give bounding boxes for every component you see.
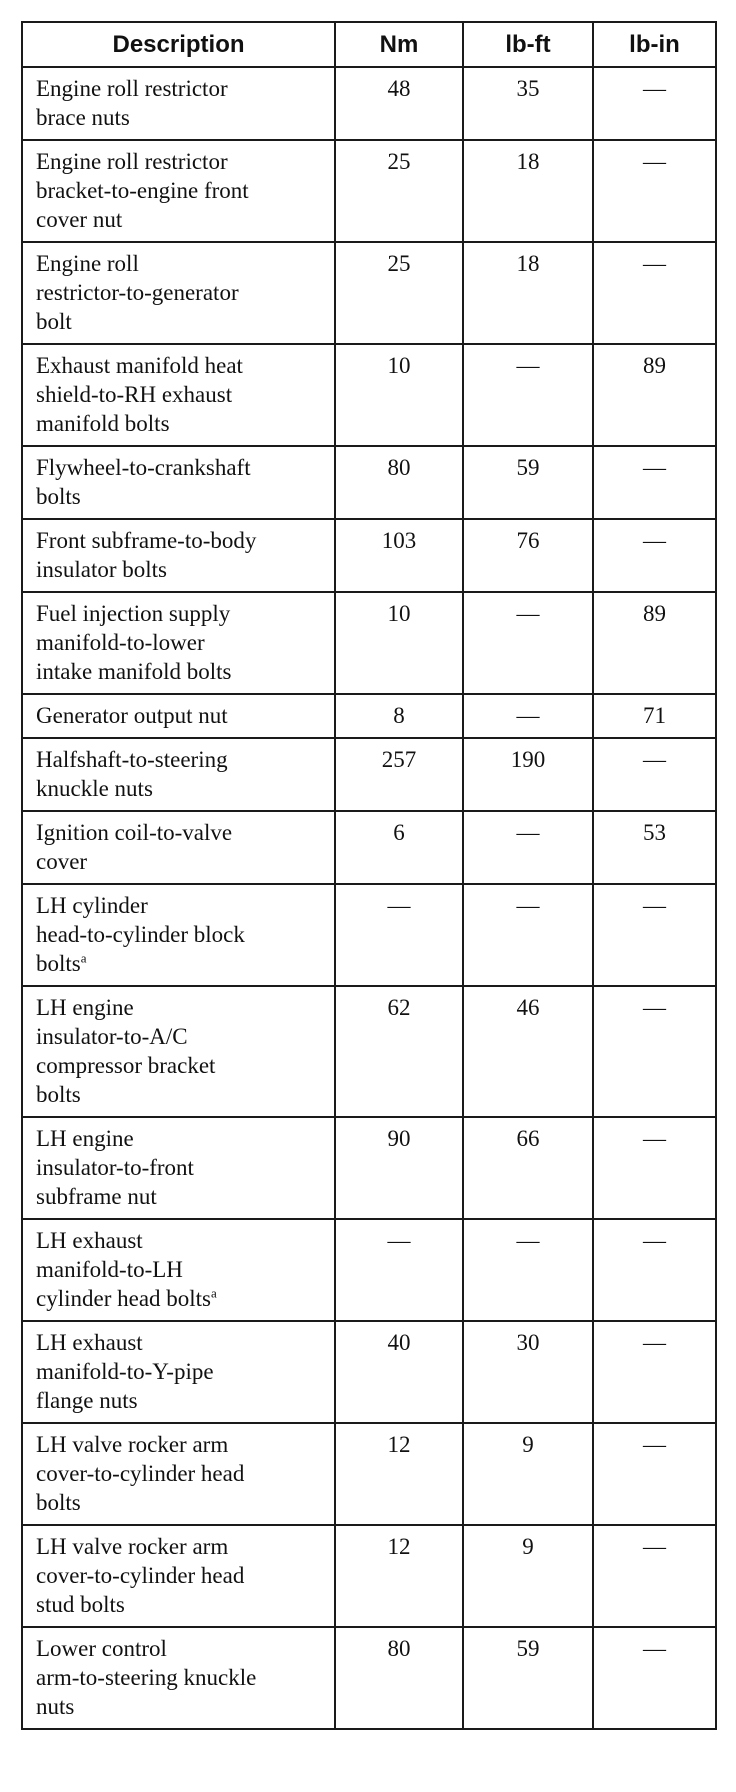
lbin-cell: 89: [593, 344, 716, 446]
lbin-cell: —: [593, 67, 716, 140]
description-line: Fuel injection supply: [36, 601, 231, 626]
lbin-cell: —: [593, 1525, 716, 1627]
description-line: LH exhaust: [36, 1228, 143, 1253]
nm-cell: 62: [335, 986, 463, 1117]
torque-spec-table: [21, 21, 717, 1730]
nm-cell: 103: [335, 519, 463, 592]
table-row: [22, 140, 716, 242]
description-line: bolts: [36, 484, 81, 509]
lbft-cell: 66: [463, 1117, 593, 1219]
nm-cell: 12: [335, 1423, 463, 1525]
nm-cell: 10: [335, 344, 463, 446]
description-line: LH exhaust: [36, 1330, 143, 1355]
description-cell: [22, 811, 335, 884]
description-cell: [22, 344, 335, 446]
lbft-cell: 18: [463, 242, 593, 344]
footnote-marker: a: [211, 1285, 217, 1301]
lbin-cell: —: [593, 1117, 716, 1219]
nm-cell: 80: [335, 446, 463, 519]
description-line: head-to-cylinder block: [36, 922, 245, 947]
description-line: cover-to-cylinder head: [36, 1563, 245, 1588]
description-line: manifold bolts: [36, 411, 170, 436]
description-cell: [22, 738, 335, 811]
table-row: [22, 344, 716, 446]
nm-cell: 90: [335, 1117, 463, 1219]
lbft-cell: —: [463, 811, 593, 884]
description-line: Engine roll: [36, 251, 139, 276]
description-line: intake manifold bolts: [36, 659, 232, 684]
lbft-cell: 9: [463, 1423, 593, 1525]
description-line: LH valve rocker arm: [36, 1432, 229, 1457]
lbft-cell: 76: [463, 519, 593, 592]
table-row: [22, 1219, 716, 1321]
lbin-cell: —: [593, 884, 716, 986]
description-cell: [22, 1219, 335, 1321]
description-line-with-footnote: [36, 1284, 330, 1313]
table-row: [22, 694, 716, 738]
lbin-cell: 89: [593, 592, 716, 694]
description-cell: [22, 242, 335, 344]
nm-cell: 257: [335, 738, 463, 811]
table-row: [22, 67, 716, 140]
table-row: [22, 811, 716, 884]
description-cell: [22, 1525, 335, 1627]
lbft-cell: 59: [463, 446, 593, 519]
description-line: LH engine: [36, 1126, 134, 1151]
description-line: Exhaust manifold heat: [36, 353, 243, 378]
table-body: [22, 67, 716, 1729]
description-line: cylinder head bolts: [36, 1286, 212, 1311]
table-row: [22, 986, 716, 1117]
description-line: shield-to-RH exhaust: [36, 382, 233, 407]
lbft-cell: 9: [463, 1525, 593, 1627]
nm-cell: 25: [335, 242, 463, 344]
nm-cell: 12: [335, 1525, 463, 1627]
table-row: [22, 738, 716, 811]
description-cell: [22, 140, 335, 242]
table-row: [22, 1627, 716, 1729]
description-line: LH cylinder: [36, 893, 148, 918]
lbft-cell: 30: [463, 1321, 593, 1423]
description-line: nuts: [36, 1694, 75, 1719]
table-row: [22, 884, 716, 986]
lbin-cell: 71: [593, 694, 716, 738]
nm-cell: 6: [335, 811, 463, 884]
lbin-cell: —: [593, 242, 716, 344]
table-row: [22, 1423, 716, 1525]
description-line: Engine roll restrictor: [36, 149, 228, 174]
description-cell: [22, 694, 335, 738]
description-cell: [22, 67, 335, 140]
description-line: Ignition coil-to-valve: [36, 820, 233, 845]
lbft-cell: —: [463, 592, 593, 694]
description-line: bolts: [36, 1082, 81, 1107]
table-row: [22, 1525, 716, 1627]
table-row: [22, 446, 716, 519]
description-line: manifold-to-lower: [36, 630, 205, 655]
description-cell: [22, 1627, 335, 1729]
header-nm: Nm: [335, 22, 463, 67]
lbft-cell: —: [463, 694, 593, 738]
description-line: cover: [36, 849, 88, 874]
lbft-cell: 46: [463, 986, 593, 1117]
description-cell: [22, 1321, 335, 1423]
description-line: arm-to-steering knuckle: [36, 1665, 257, 1690]
header-lbft: lb-ft: [463, 22, 593, 67]
description-line: cover nut: [36, 207, 123, 232]
description-line: bolts: [36, 951, 81, 976]
lbin-cell: —: [593, 140, 716, 242]
nm-cell: —: [335, 884, 463, 986]
description-cell: [22, 592, 335, 694]
lbft-cell: 190: [463, 738, 593, 811]
description-line: brace nuts: [36, 105, 130, 130]
lbin-cell: —: [593, 1423, 716, 1525]
lbft-cell: —: [463, 1219, 593, 1321]
description-line: Lower control: [36, 1636, 167, 1661]
table-row: [22, 592, 716, 694]
nm-cell: 10: [335, 592, 463, 694]
description-cell: [22, 1423, 335, 1525]
description-cell: [22, 519, 335, 592]
nm-cell: 8: [335, 694, 463, 738]
lbin-cell: —: [593, 519, 716, 592]
description-line: insulator bolts: [36, 557, 167, 582]
description-cell: [22, 1117, 335, 1219]
lbin-cell: —: [593, 446, 716, 519]
lbft-cell: —: [463, 884, 593, 986]
description-line: insulator-to-front: [36, 1155, 194, 1180]
description-line: Generator output nut: [36, 703, 228, 728]
description-line: bolt: [36, 309, 72, 334]
header-lbin: lb-in: [593, 22, 716, 67]
nm-cell: 25: [335, 140, 463, 242]
lbft-cell: 35: [463, 67, 593, 140]
description-line: Engine roll restrictor: [36, 76, 228, 101]
header-description: Description: [22, 22, 335, 67]
description-line: subframe nut: [36, 1184, 157, 1209]
description-line: LH engine: [36, 995, 134, 1020]
lbin-cell: —: [593, 1627, 716, 1729]
description-line: restrictor-to-generator: [36, 280, 239, 305]
nm-cell: 40: [335, 1321, 463, 1423]
description-line: insulator-to-A/C: [36, 1024, 188, 1049]
description-line: LH valve rocker arm: [36, 1534, 229, 1559]
lbin-cell: —: [593, 1321, 716, 1423]
description-line: compressor bracket: [36, 1053, 216, 1078]
description-line: Flywheel-to-crankshaft: [36, 455, 251, 480]
description-line: manifold-to-Y-pipe: [36, 1359, 214, 1384]
description-line: cover-to-cylinder head: [36, 1461, 245, 1486]
lbin-cell: —: [593, 986, 716, 1117]
description-line: flange nuts: [36, 1388, 138, 1413]
nm-cell: 48: [335, 67, 463, 140]
table-row: [22, 519, 716, 592]
lbft-cell: 59: [463, 1627, 593, 1729]
description-line: stud bolts: [36, 1592, 125, 1617]
description-cell: [22, 884, 335, 986]
description-line: bolts: [36, 1490, 81, 1515]
nm-cell: 80: [335, 1627, 463, 1729]
lbin-cell: —: [593, 1219, 716, 1321]
description-line: Front subframe-to-body: [36, 528, 257, 553]
lbin-cell: —: [593, 738, 716, 811]
description-line: knuckle nuts: [36, 776, 153, 801]
table-row: [22, 1321, 716, 1423]
description-line: bracket-to-engine front: [36, 178, 249, 203]
lbft-cell: —: [463, 344, 593, 446]
footnote-marker: a: [80, 950, 87, 966]
description-line-with-footnote: [36, 949, 330, 978]
lbin-cell: 53: [593, 811, 716, 884]
description-line: manifold-to-LH: [36, 1257, 183, 1282]
header-row: [22, 22, 716, 67]
lbft-cell: 18: [463, 140, 593, 242]
description-line: Halfshaft-to-steering: [36, 747, 228, 772]
table-row: [22, 1117, 716, 1219]
table-row: [22, 242, 716, 344]
description-cell: [22, 446, 335, 519]
nm-cell: —: [335, 1219, 463, 1321]
description-cell: [22, 986, 335, 1117]
